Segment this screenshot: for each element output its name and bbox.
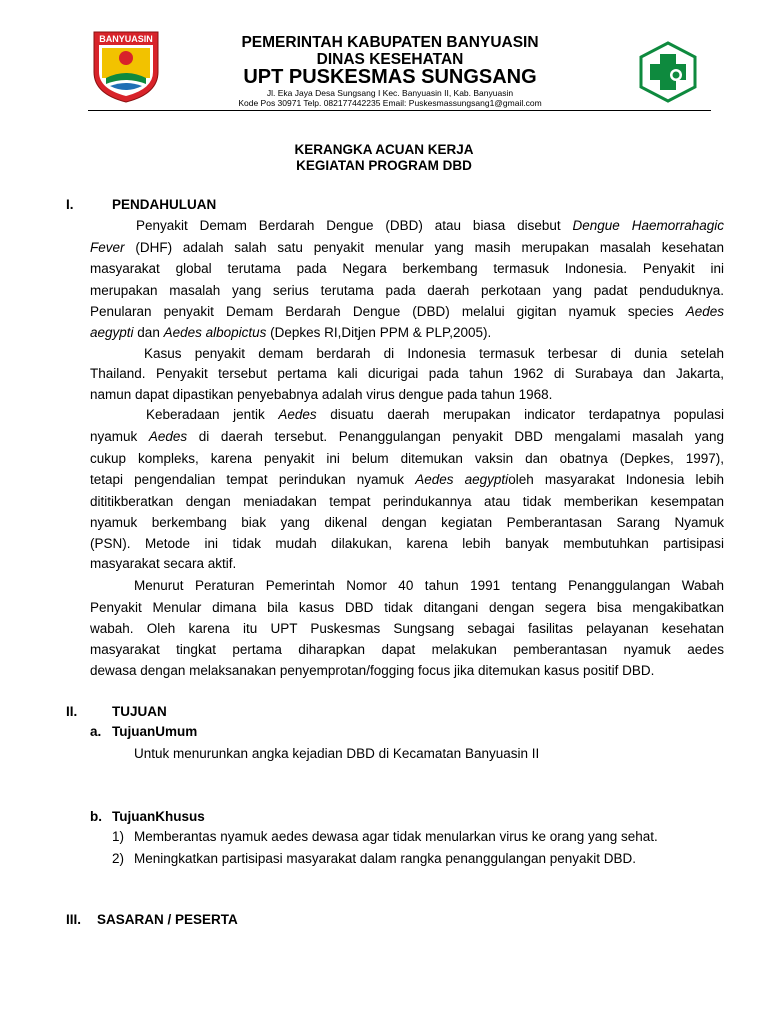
objective-2-text: Meningkatkan partisipasi masyarakat dalam rangka penanggulangan penyakit DBD. (134, 851, 637, 866)
p1-line-3: masyarakat global terutama pada Negara berkembang termasuk Indonesia. Penyakit ini (90, 261, 724, 276)
objective-1-number: 1) (112, 829, 125, 844)
logo-banner-text: BANYUASIN (99, 34, 153, 44)
p3-line-7: (PSN). Metode ini tidak mudah dilakukan, karena lebih banyak membutuhkan partisipasi (90, 536, 724, 551)
p1-line-6: aegypti dan Aedes albopictus (Depkes RI,Ditjen PPM & PLP,2005). (90, 325, 492, 340)
p3-line-4: tetapi pengendalian tempat perindukan nyamuk Aedes aegyptioleh masyarakat Indonesia lebih (90, 472, 724, 487)
p1-line-2: Fever (DHF) adalah salah satu penyakit menular yang masih merupakan masalah kesehatan (90, 240, 724, 255)
p2-line-1: Kasus penyakit demam berdarah di Indonesia termasuk terbesar di dunia setelah (144, 346, 724, 361)
p3-line-6: nyamuk berkembang biak yang dikenal dengan kegiatan Pemberantasan Sarang Nyamuk (90, 515, 724, 530)
p4-line-2: Penyakit Menular dimana bila kasus DBD tidak ditangani dengan segera bisa mengakibatkan (90, 600, 724, 615)
subsection-b-label: b. (90, 809, 102, 824)
p3-line-1: Keberadaan jentik Aedes disuatu daerah merupakan indicator terdapatnya populasi (146, 407, 724, 422)
section-1-heading: PENDAHULUAN (112, 197, 217, 212)
header-institution: UPT PUSKESMAS SUNGSANG (243, 66, 537, 88)
header-government: PEMERINTAH KABUPATEN BANYUASIN (241, 34, 539, 51)
section-3-number: III. (66, 912, 82, 927)
section-3-heading: SASARAN / PESERTA (97, 912, 238, 927)
p1-line-4: merupakan masalah yang serius terutama pada daerah perkotaan yang padat penduduknya. (90, 283, 724, 298)
header-contact: Kode Pos 30971 Telp. 082177442235 Email: Puskesmassungsang1@gmail.com (238, 98, 542, 108)
p3-line-3: cukup kompleks, karena penyakit ini belum ditemukan vaksin dan obatnya (Depkes, 1997), (90, 451, 724, 466)
document-title: KERANGKA ACUAN KERJA (294, 142, 474, 157)
subsection-a-heading: TujuanUmum (112, 724, 198, 739)
p4-line-3: wabah. Oleh karena itu UPT Puskesmas Sungsang sebagai fasilitas pelayanan kesehatan (90, 621, 724, 636)
p3-line-2: nyamuk Aedes di daerah tersebut. Penanggulangan penyakit DBD mengalami masalah yang (90, 429, 724, 444)
objective-1-text: Memberantas nyamuk aedes dewasa agar tidak menularkan virus ke orang yang sehat. (134, 829, 658, 844)
header-address: Jl. Eka Jaya Desa Sungsang I Kec. Banyuasin II, Kab. Banyuasin (266, 88, 514, 98)
section-2-heading: TUJUAN (112, 704, 167, 719)
letterhead-divider (88, 110, 711, 111)
p1-line-5: Penularan penyakit Demam Berdarah Dengue (DBD) melalui gigitan nyamuk species Aedes (90, 304, 724, 319)
p2-line-3: namun dapat dipastikan penyebabnya adalah virus dengue pada tahun 1968. (90, 387, 553, 402)
document-subtitle: KEGIATAN PROGRAM DBD (296, 158, 472, 173)
general-objective-text: Untuk menurunkan angka kejadian DBD di Kecamatan Banyuasin II (134, 746, 540, 761)
p4-line-1: Menurut Peraturan Pemerintah Nomor 40 tahun 1991 tentang Penanggulangan Wabah (134, 578, 724, 593)
banyuasin-regency-logo (88, 28, 164, 104)
puskesmas-logo (636, 40, 700, 104)
p3-line-8: masyarakat secara aktif. (90, 556, 237, 571)
header-department: DINAS KESEHATAN (316, 51, 464, 68)
p2-line-2: Thailand. Penyakit tersebut pertama kali dicurigai pada tahun 1962 di Surabaya dan Jakarta, (90, 366, 724, 381)
p3-line-5: dititikberatkan dengan meniadakan tempat perindukannya atau tidak memberikan kesempatan (90, 494, 724, 509)
section-2-number: II. (66, 704, 78, 719)
p1-line-1: Penyakit Demam Berdarah Dengue (DBD) atau biasa disebut Dengue Haemorrahagic (136, 218, 724, 233)
p4-line-4: masyarakat tingkat pertama diharapkan dapat melakukan pemberantasan nyamuk aedes (90, 642, 724, 657)
section-1-number: I. (66, 197, 74, 212)
subsection-b-heading: TujuanKhusus (112, 809, 205, 824)
p4-line-5: dewasa dengan melaksanakan penyemprotan/fogging focus jika ditemukan kasus positif DBD. (90, 663, 655, 678)
objective-2-number: 2) (112, 851, 125, 866)
subsection-a-label: a. (90, 724, 102, 739)
